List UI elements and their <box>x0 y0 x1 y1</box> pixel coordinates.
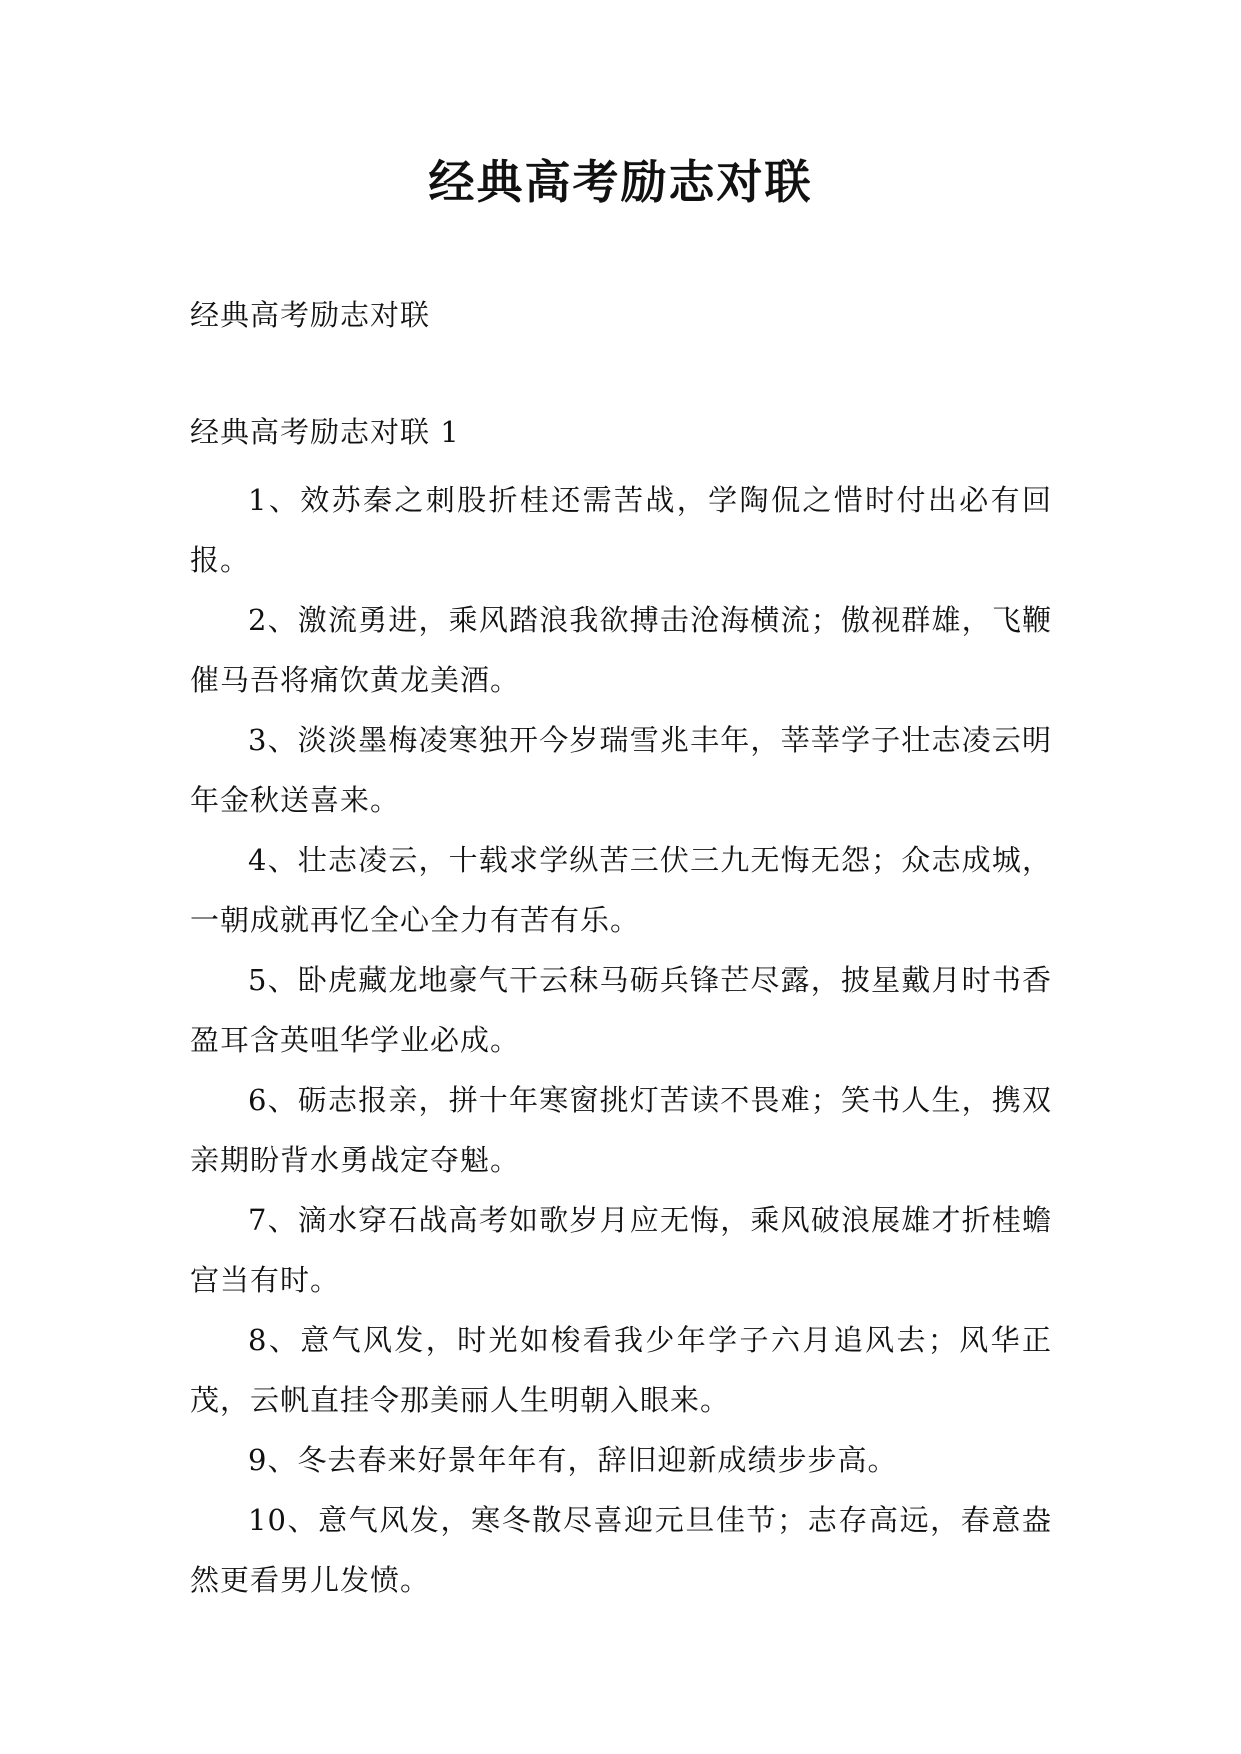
couplet-item: 6、砺志报亲，拼十年寒窗挑灯苦读不畏难；笑书人生，携双亲期盼背水勇战定夺魁。 <box>190 1083 1052 1177</box>
couplet-item: 3、淡淡墨梅凌寒独开今岁瑞雪兆丰年，莘莘学子壮志凌云明年金秋送喜来。 <box>190 723 1052 817</box>
couplet-item: 5、卧虎藏龙地豪气干云秣马砺兵锋芒尽露，披星戴月时书香盈耳含英咀华学业必成。 <box>190 963 1052 1057</box>
couplet-item: 8、意气风发，时光如梭看我少年学子六月追风去；风华正茂，云帆直挂令那美丽人生明朝入眼来。 <box>190 1323 1052 1417</box>
couplet-item: 9、冬去春来好景年年有，辞旧迎新成绩步步高。 <box>248 1443 898 1477</box>
couplet-item: 7、滴水穿石战高考如歌岁月应无悔，乘风破浪展雄才折桂蟾宫当有时。 <box>190 1203 1052 1297</box>
section-heading: 经典高考励志对联 1 <box>190 415 460 449</box>
couplet-item: 2、激流勇进，乘风踏浪我欲搏击沧海横流；傲视群雄，飞鞭催马吾将痛饮黄龙美酒。 <box>190 603 1052 697</box>
couplet-list <box>190 470 1052 1610</box>
couplet-item: 10、意气风发，寒冬散尽喜迎元旦佳节；志存高远，春意盎然更看男儿发愤。 <box>190 1503 1052 1597</box>
document-title: 经典高考励志对联 <box>428 155 813 209</box>
document-subtitle: 经典高考励志对联 <box>190 298 431 332</box>
couplet-item: 1、效苏秦之刺股折桂还需苦战，学陶侃之惜时付出必有回报。 <box>190 483 1052 577</box>
couplet-item: 4、壮志凌云，十载求学纵苦三伏三九无悔无怨；众志成城，一朝成就再忆全心全力有苦有乐。 <box>190 843 1052 937</box>
